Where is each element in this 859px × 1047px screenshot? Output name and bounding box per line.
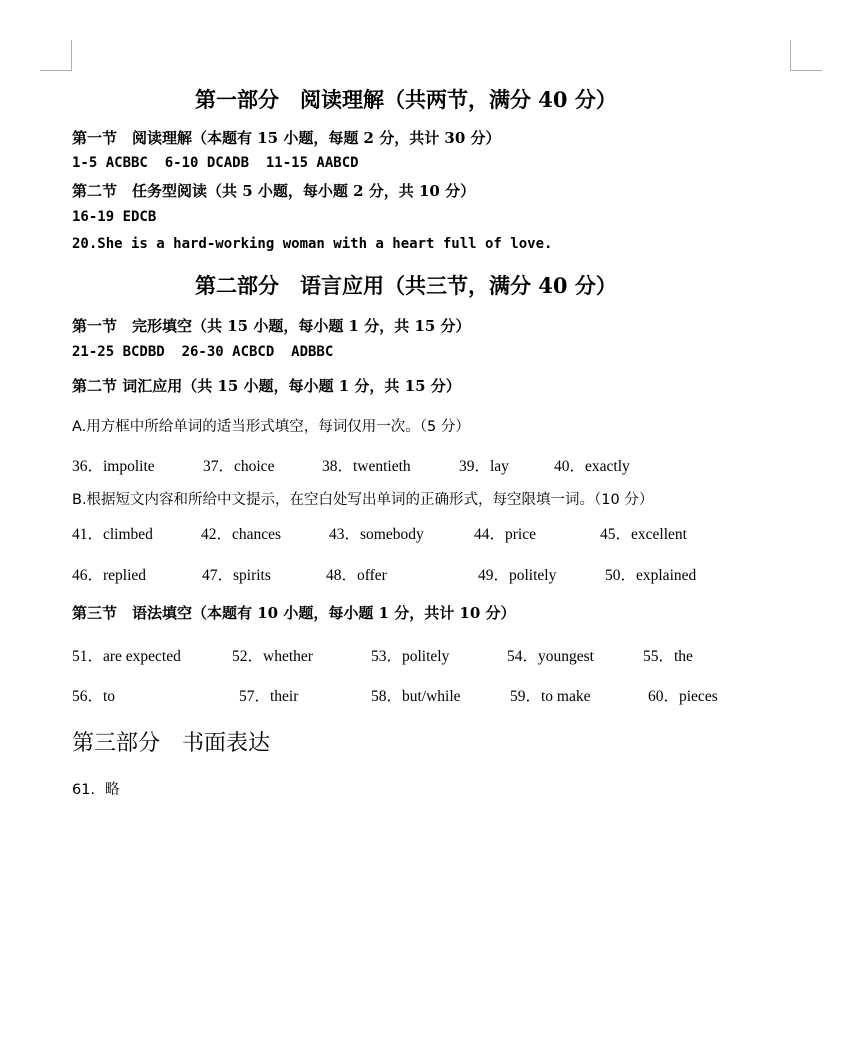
answer-45: 45．excellent — [600, 526, 687, 543]
part1-section1-title: 第一节 阅读理解（本题有 15 小题，每题 2 分，共计 30 分） — [72, 129, 501, 147]
answer-55: 55．the — [643, 648, 693, 665]
answer-40: 40．exactly — [554, 458, 630, 475]
question-20-answer: 20.She is a hard-working woman with a heart full of love. — [72, 236, 553, 252]
part2-section1-answers: 21-25 BCDBD 26-30 ACBCD ADBBC — [72, 344, 334, 360]
part2-section3-title: 第三节 语法填空（本题有 10 小题，每小题 1 分，共计 10 分） — [72, 604, 516, 622]
answer-54: 54．youngest — [507, 648, 594, 665]
answer-47: 47．spirits — [202, 567, 271, 584]
part2-section2-title: 第二节 词汇应用（共 15 小题，每小题 1 分，共 15 分） — [72, 377, 461, 395]
section-b-note: B.根据短文内容和所给中文提示，在空白处写出单词的正确形式，每空限填一词。（10 分） — [72, 492, 654, 508]
part1-title: 第一部分 阅读理解（共两节，满分 40 分） — [195, 87, 617, 112]
answer-52: 52．whether — [232, 648, 313, 665]
part1-section2-answers: 16-19 EDCB — [72, 209, 157, 225]
answer-53: 53．politely — [371, 648, 450, 665]
question-61-answer: 61．略 — [72, 782, 120, 798]
answer-46: 46．replied — [72, 567, 147, 584]
answer-50: 50．explained — [605, 567, 697, 584]
part3-title: 第三部分 书面表达 — [72, 731, 271, 756]
part2-section1-title: 第一节 完形填空（共 15 小题，每小题 1 分，共 15 分） — [72, 317, 471, 335]
page-corner-mark — [790, 70, 822, 71]
page-corner-mark — [71, 40, 72, 70]
answer-49: 49．politely — [478, 567, 557, 584]
answer-48: 48．offer — [326, 567, 387, 584]
answer-36: 36．impolite — [72, 458, 155, 475]
answer-57: 57．their — [239, 688, 299, 705]
answer-41: 41．climbed — [72, 526, 153, 543]
answer-38: 38．twentieth — [322, 458, 411, 475]
answer-58: 58．but/while — [371, 688, 461, 705]
answer-56: 56．to — [72, 688, 116, 705]
part1-section2-title: 第二节 任务型阅读（共 5 小题，每小题 2 分，共 10 分） — [72, 182, 476, 200]
answer-43: 43．somebody — [329, 526, 424, 543]
answer-51: 51．are expected — [72, 648, 181, 665]
part2-title: 第二部分 语言应用（共三节，满分 40 分） — [195, 273, 617, 298]
answer-59: 59．to make — [510, 688, 591, 705]
answer-37: 37．choice — [203, 458, 275, 475]
answer-39: 39．lay — [459, 458, 509, 475]
answer-42: 42．chances — [201, 526, 282, 543]
page-corner-mark — [40, 70, 72, 71]
answer-60: 60．pieces — [648, 688, 718, 705]
answer-44: 44．price — [474, 526, 536, 543]
page-corner-mark — [790, 40, 791, 70]
section-a-note: A.用方框中所给单词的适当形式填空，每词仅用一次。（5 分） — [72, 419, 470, 435]
part1-section1-answers: 1-5 ACBBC 6-10 DCADB 11-15 AABCD — [72, 155, 359, 171]
